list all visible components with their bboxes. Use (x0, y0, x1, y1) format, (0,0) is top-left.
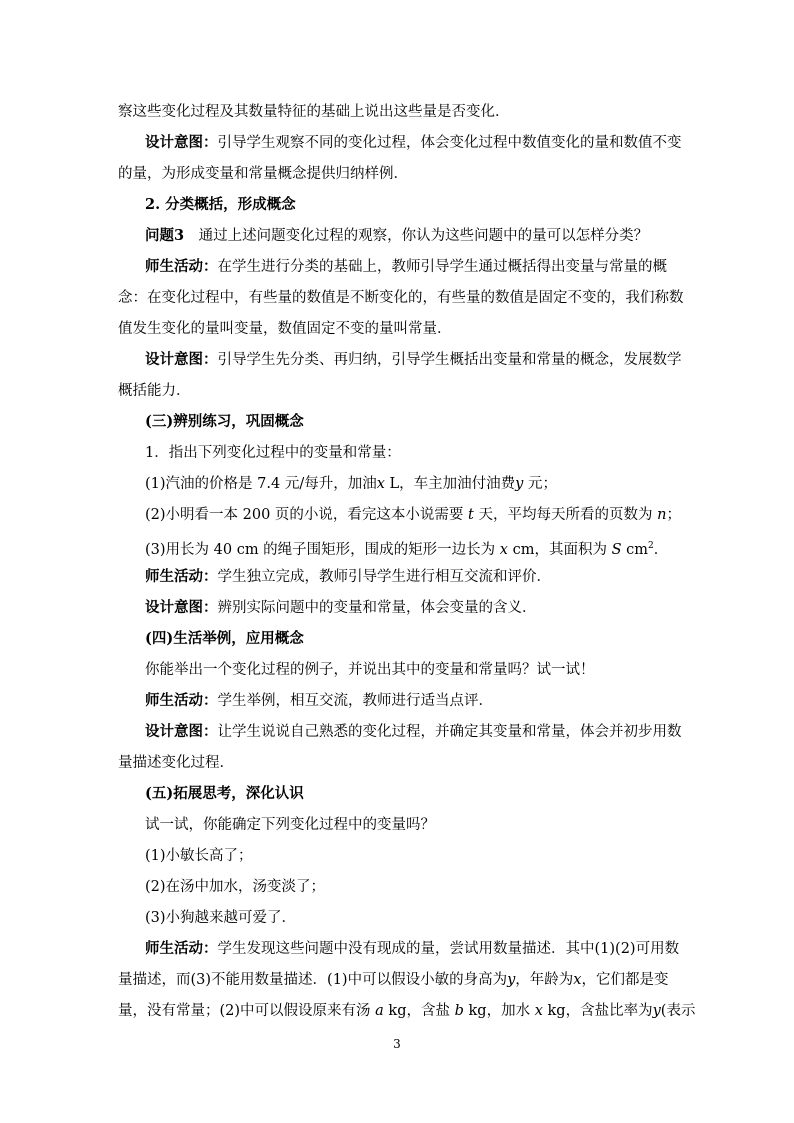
text: 让学生说说自己熟悉的变化过程，并确定其变量和常量，体会并初步用数 (217, 724, 682, 740)
question-line (145, 225, 678, 247)
heading-text: 2. 分类概括，形成概念 (145, 196, 296, 213)
page-number: 3 (393, 1037, 401, 1051)
text: (2)在汤中加水，汤变淡了； (145, 879, 326, 895)
text: 学生独立完成，教师引导学生进行相互交流和评价． (217, 569, 551, 585)
text: ； (666, 507, 681, 523)
exercise-item (145, 876, 678, 898)
text: 量描述，而(3)不能用数量描述．(1)中可以假设小敏的身高为 (118, 972, 508, 988)
activity-label: 师生活动： (145, 940, 218, 957)
section-heading (145, 783, 678, 805)
design-intent-label: 设计意图： (145, 351, 218, 368)
text: 量描述变化过程． (118, 755, 234, 771)
text: 在学生进行分类的基础上，教师引导学生通过概括得出变量与常量的概 (217, 259, 667, 275)
design-intent-label: 设计意图： (145, 723, 218, 740)
paragraph-line (118, 163, 678, 185)
math-variable: x (573, 972, 582, 988)
math-variable: b (454, 1003, 464, 1019)
text: (表示 (660, 1003, 696, 1019)
text: (3)用长为 40 cm 的绳子围矩形，围成的矩形一边长为 (145, 541, 500, 558)
text: kg，含盐 (383, 1003, 455, 1019)
text: 的量，为形成变量和常量概念提供归纳样例． (118, 166, 408, 182)
text: kg，加水 (463, 1003, 535, 1019)
text: kg，含盐比率为 (542, 1003, 653, 1019)
math-variable: n (657, 507, 667, 523)
math-variable: a (375, 1003, 384, 1019)
design-intent-line (145, 132, 682, 154)
exercise-line (145, 442, 678, 464)
text: 天，平均每天所看的页数为 (473, 507, 658, 523)
paragraph-line (118, 287, 684, 309)
activity-label: 师生活动： (145, 692, 218, 709)
exercise-item (145, 535, 678, 561)
math-variable: x (499, 541, 508, 558)
design-intent-line (145, 597, 678, 619)
text: 学生发现这些问题中没有现成的量，尝试用数量描述．其中(1)(2)可用数 (217, 941, 680, 957)
exercise-item (145, 845, 678, 867)
math-variable: x (534, 1003, 543, 1019)
paragraph-line (118, 318, 678, 340)
activity-line (145, 256, 678, 278)
activity-label: 师生活动： (145, 568, 218, 585)
text: (3)小狗越来越可爱了． (145, 910, 297, 926)
design-intent-label: 设计意图： (145, 134, 218, 151)
text: cm，其面积为 (507, 541, 612, 558)
text: 察这些变化过程及其数量特征的基础上说出这些量是否变化． (118, 104, 510, 120)
superscript: 2 (648, 541, 654, 551)
text: 量，没有常量；(2)中可以假设原来有汤 (118, 1003, 376, 1019)
math-variable: x (376, 476, 385, 492)
text: 通过上述问题变化过程的观察，你认为这些问题中的量可以怎样分类？ (184, 228, 649, 244)
design-intent-line (145, 721, 682, 743)
activity-line (145, 566, 678, 588)
question-label: 问题3 (145, 227, 185, 244)
text: 学生举例，相互交流，教师进行适当点评． (217, 693, 493, 709)
text: 念：在变化过程中，有些量的数值是不断变化的，有些量的数值是固定不变的，我们称数 (118, 290, 684, 306)
text: 概括能力． (118, 383, 191, 399)
text: (1)汽油的价格是 7.4 元/每升，加油 (145, 476, 377, 492)
section-heading (145, 628, 678, 650)
paragraph-line (145, 814, 678, 836)
activity-line (145, 938, 678, 960)
text: (2)小明看一本 200 页的小说，看完这本小说需要 (145, 507, 469, 523)
activity-line (145, 690, 678, 712)
text: 元； (523, 476, 557, 492)
text: 值发生变化的量叫变量，数值固定不变的量叫常量． (118, 321, 452, 337)
exercise-item (145, 504, 681, 526)
text: 引导学生先分类、再归纳，引导学生概括出变量和常量的概念，发展数学 (217, 352, 682, 368)
design-intent-line (145, 349, 682, 371)
math-variable: S (611, 541, 622, 558)
text: ． (653, 541, 669, 558)
text: 你能举出一个变化过程的例子，并说出其中的变量和常量吗？试一试！ (145, 662, 595, 678)
text: 引导学生观察不同的变化过程，体会变化过程中数值变化的量和数值不变 (217, 135, 682, 151)
text: L，车主加油付油费 (384, 476, 516, 492)
paragraph-line (118, 101, 678, 123)
text: 辨别实际问题中的变量和常量，体会变量的含义． (217, 600, 537, 616)
heading-text: (三)辨别练习，巩固概念 (145, 413, 304, 430)
heading-text: (五)拓展思考，深化认识 (145, 785, 304, 802)
heading-text: (四)生活举例，应用概念 (145, 630, 304, 647)
math-variable: t (468, 507, 474, 523)
text: ，它们都是变 (581, 972, 669, 988)
math-variable: y (652, 1003, 661, 1019)
design-intent-label: 设计意图： (145, 599, 218, 616)
paragraph-line (118, 380, 678, 402)
paragraph-line (118, 969, 678, 991)
text: ，年龄为 (515, 972, 574, 988)
exercise-item (145, 907, 678, 929)
text: 1．指出下列变化过程中的变量和常量： (145, 445, 401, 461)
math-variable: y (507, 972, 516, 988)
text: cm (621, 541, 648, 558)
math-variable: y (515, 476, 524, 492)
activity-label: 师生活动： (145, 258, 218, 275)
paragraph-line (145, 659, 678, 681)
subsection-heading (145, 194, 678, 216)
text: (1)小敏长高了； (145, 848, 253, 864)
paragraph-line (118, 1000, 696, 1022)
paragraph-line (118, 752, 678, 774)
exercise-item (145, 473, 678, 495)
section-heading (145, 411, 678, 433)
text: 试一试，你能确定下列变化过程中的变量吗？ (145, 817, 435, 833)
